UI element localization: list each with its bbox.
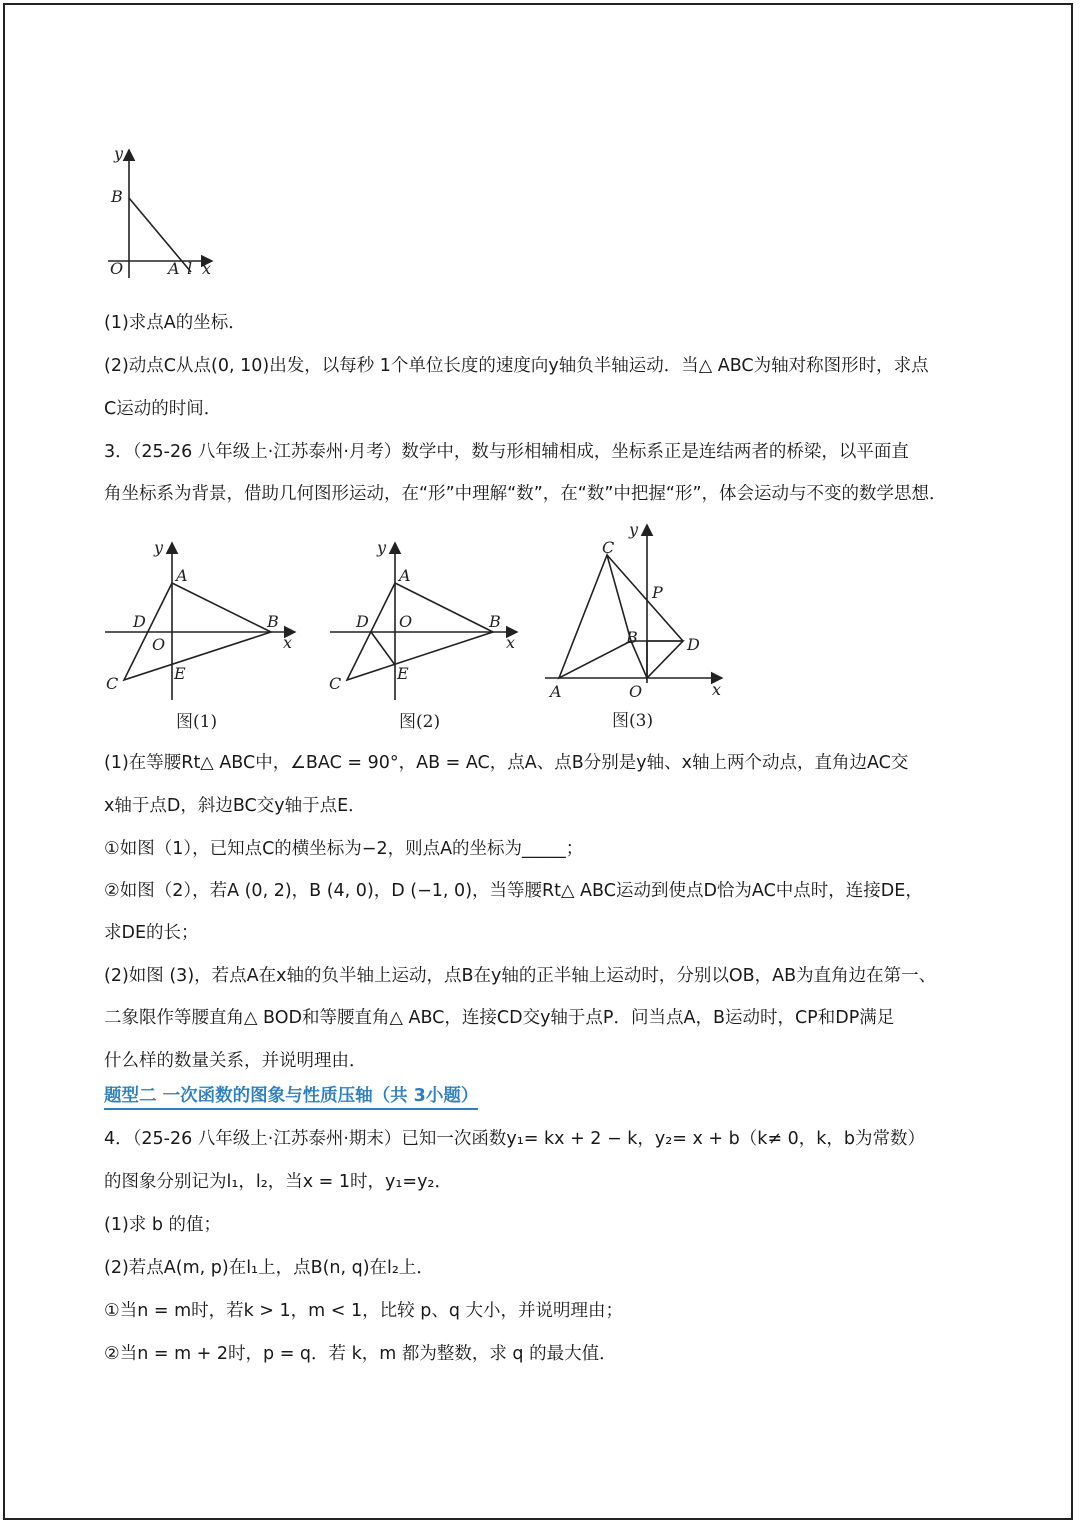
q4-intro-line2: 的图象分别记为l₁，l₂，当x = 1时，y₁=y₂． [104,1172,452,1192]
svg-text:A: A [176,566,188,585]
label-l: l [187,259,193,278]
svg-text:P: P [652,583,663,602]
q3-intro-line1: 3．（25-26 八年级上·江苏泰州·月考）数学中，数与形相辅相成，坐标系正是连结两者的桥梁，以平面直 [104,442,909,462]
svg-text:B: B [267,612,279,631]
triangle-abc [559,555,631,678]
svg-text:y: y [154,538,164,557]
svg-text:x: x [712,680,722,699]
q4-part2: (2)若点A(m, p)在l₁上，点B(n, q)在l₂上． [104,1258,434,1278]
q4-part1: (1)求 b 的值； [104,1215,222,1235]
svg-text:x: x [506,633,516,652]
svg-text:y: y [377,538,387,557]
caption-fig3: 图(3) [612,711,654,731]
q3-sub2-line1: ②如图（2），若A (0, 2)，B (4, 0)，D (−1, 0)，当等腰Rt△ ABC运动到使点D恰为AC中点时，连接DE， [104,881,923,901]
q3-part2-line3: 什么样的数量关系，并说明理由． [104,1051,367,1071]
q4-intro-line1: 4．（25-26 八年级上·江苏泰州·期末）已知一次函数y₁= kx + 2 − k，y₂= x + b（k≠ 0，k，b为常数） [104,1129,925,1149]
q2-part2-line2: C运动的时间． [104,399,222,419]
svg-text:D: D [687,635,700,654]
q3-part1-line1: (1)在等腰Rt△ ABC中，∠BAC = 90°，AB = AC，点A、点B分别是y轴、x轴上两个动点，直角边AC交 [104,753,909,773]
q2-part1: (1)求点A的坐标． [104,313,246,333]
figure-q3-3 [540,515,735,740]
label-y: y [114,144,124,163]
figure-q3-1 [100,535,310,740]
label-A: A [168,259,180,278]
q3-intro-line2: 角坐标系为背景，借助几何图形运动，在“形”中理解“数”，在“数”中把握“形”，体会运动与不变的数学思想． [104,484,947,504]
svg-text:E: E [174,664,186,683]
label-B: B [111,187,123,206]
q3-part2-line2: 二象限作等腰直角△ BOD和等腰直角△ ABC，连接CD交y轴于点P．问当点A，B运动时，CP和DP满足 [104,1008,895,1028]
svg-text:y: y [629,520,639,539]
caption-fig1: 图(1) [176,712,218,732]
q3-sub1: ①如图（1），已知点C的横坐标为−2，则点A的坐标为_____； [104,839,584,859]
svg-text:O: O [629,682,643,701]
q3-sub2-line2: 求DE的长； [104,923,199,943]
svg-text:C: C [106,674,119,693]
svg-text:O: O [152,635,166,654]
svg-text:D: D [133,612,146,631]
q3-part1-line2: x轴于点D，斜边BC交y轴于点E． [104,796,366,816]
svg-text:D: D [356,612,369,631]
label-O: O [110,259,124,278]
svg-text:E: E [397,664,409,683]
q4-sub1: ①当n = m时，若k > 1，m < 1，比较 p、q 大小，并说明理由； [104,1301,623,1321]
q2-part2-line1: (2)动点C从点(0, 10)出发，以每秒 1个单位长度的速度向y轴负半轴运动．当△ ABC为轴对称图形时，求点 [104,356,929,376]
caption-fig2: 图(2) [399,712,441,732]
label-x: x [202,259,212,278]
svg-text:B: B [626,628,638,647]
svg-text:x: x [283,633,293,652]
q4-sub2: ②当n = m + 2时，p = q．若 k，m 都为整数，求 q 的最大值． [104,1344,617,1364]
figure-q3-2 [325,535,535,740]
triangle-bod [647,641,683,678]
svg-text:C: C [602,538,615,557]
section-heading: 题型二 一次函数的图象与性质压轴（共 3小题） [104,1082,478,1110]
svg-text:C: C [329,674,342,693]
figure-q2-coordinate-graph [100,140,225,285]
svg-text:O: O [399,612,413,631]
svg-text:A: A [399,566,411,585]
q3-part2-line1: (2)如图 (3)，若点A在x轴的负半轴上运动，点B在y轴的正半轴上运动时，分别以OB，AB为直角边在第一、 [104,966,937,986]
segment-de [371,632,395,665]
svg-text:A: A [550,682,562,701]
svg-text:B: B [489,612,501,631]
